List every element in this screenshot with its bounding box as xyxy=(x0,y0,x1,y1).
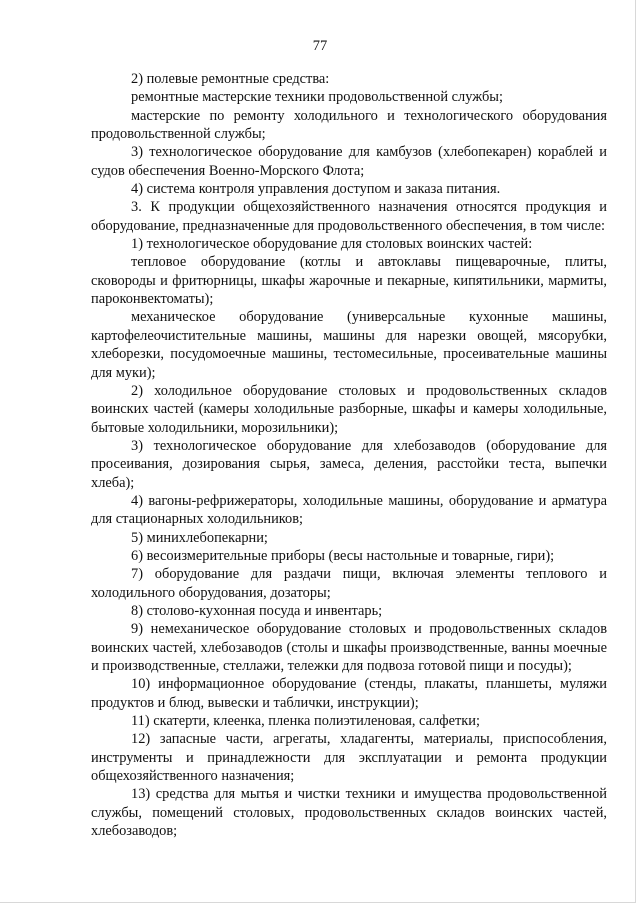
paragraph: 2) полевые ремонтные средства: xyxy=(131,71,330,87)
paragraph: 10) информационное оборудование (стенды, плакаты, планшеты, муляжи продуктов и блюд, вывески и таблички, инструкции); xyxy=(91,676,607,711)
paragraph: 8) столово-кухонная посуда и инвентарь; xyxy=(131,602,383,619)
paragraph: мастерские по ремонту холодильного и технологического оборудования продовольственной службы; xyxy=(91,107,607,143)
paragraph: механическое оборудование (универсальные кухонные машины, картофелеочистительные машины, машины для нарезки овощей, мясорубки, хлеборезки, посудомоечные машины, тестомесильные, просеивательные машины для муки); xyxy=(91,309,607,381)
paragraph: 3. К продукции общехозяйственного назначения относятся продукция и оборудование, предназначенные для продовольственного обеспечения, в том числе: xyxy=(91,199,607,234)
paragraph: 12) запасные части, агрегаты, хладагенты, материалы, приспособления, инструменты и принадлежности для эксплуатации и ремонта продукции общехозяйственного назначения; xyxy=(91,731,607,785)
paragraph: 6) весоизмерительные приборы (весы настольные и товарные, гири); xyxy=(131,547,555,564)
paragraph: 5) минихлебопекарни; xyxy=(131,529,268,546)
paragraph: 13) средства для мытья и чистки техники и имущества продовольственной службы, помещений столовых, продовольственных складов воинских частей, хлебозаводов; xyxy=(91,786,607,840)
page-number: 77 xyxy=(312,38,328,54)
paragraph: 1) технологическое оборудование для столовых воинских частей: xyxy=(131,236,533,253)
paragraph: тепловое оборудование (котлы и автоклавы пищеварочные, плиты, сковороды и фритюрницы, шкафы жарочные и пекарные, кипятильники, мармиты, пароконвектоматы); xyxy=(91,254,607,308)
paragraph: 11) скатерти, клеенка, пленка полиэтиленовая, салфетки; xyxy=(131,713,480,730)
paragraph: 2) холодильное оборудование столовых и продовольственных складов воинских частей (камеры холодильные разборные, шкафы и камеры холодильные, бытовые холодильники, морозильники); xyxy=(91,382,607,436)
paragraph: 4) вагоны-рефрижераторы, холодильные машины, оборудование и арматура для стационарных холодильников; xyxy=(91,492,607,528)
paragraph: 3) технологическое оборудование для хлебозаводов (оборудование для просеивания, дозирования сырья, замеса, деления, расстойки теста, выпечки хлеба); xyxy=(91,437,607,491)
paragraph: 9) немеханическое оборудование столовых и продовольственных складов воинских частей, хлебозаводов (столы и шкафы производственные, ванны моечные и производственные, стеллажи, тележки для подвоза готовой пищи и посуды); xyxy=(91,621,607,674)
paragraph: 4) система контроля управления доступом и заказа питания. xyxy=(131,181,501,198)
paragraph: 3) технологическое оборудование для камбузов (хлебопекарен) кораблей и судов обеспечения Военно-Морского Флота; xyxy=(91,144,607,179)
paragraph: ремонтные мастерские техники продовольственной службы; xyxy=(131,89,503,106)
paragraph: 7) оборудование для раздачи пищи, включая элементы теплового и холодильного оборудования, дозаторы; xyxy=(91,566,607,601)
document-body xyxy=(91,70,607,840)
